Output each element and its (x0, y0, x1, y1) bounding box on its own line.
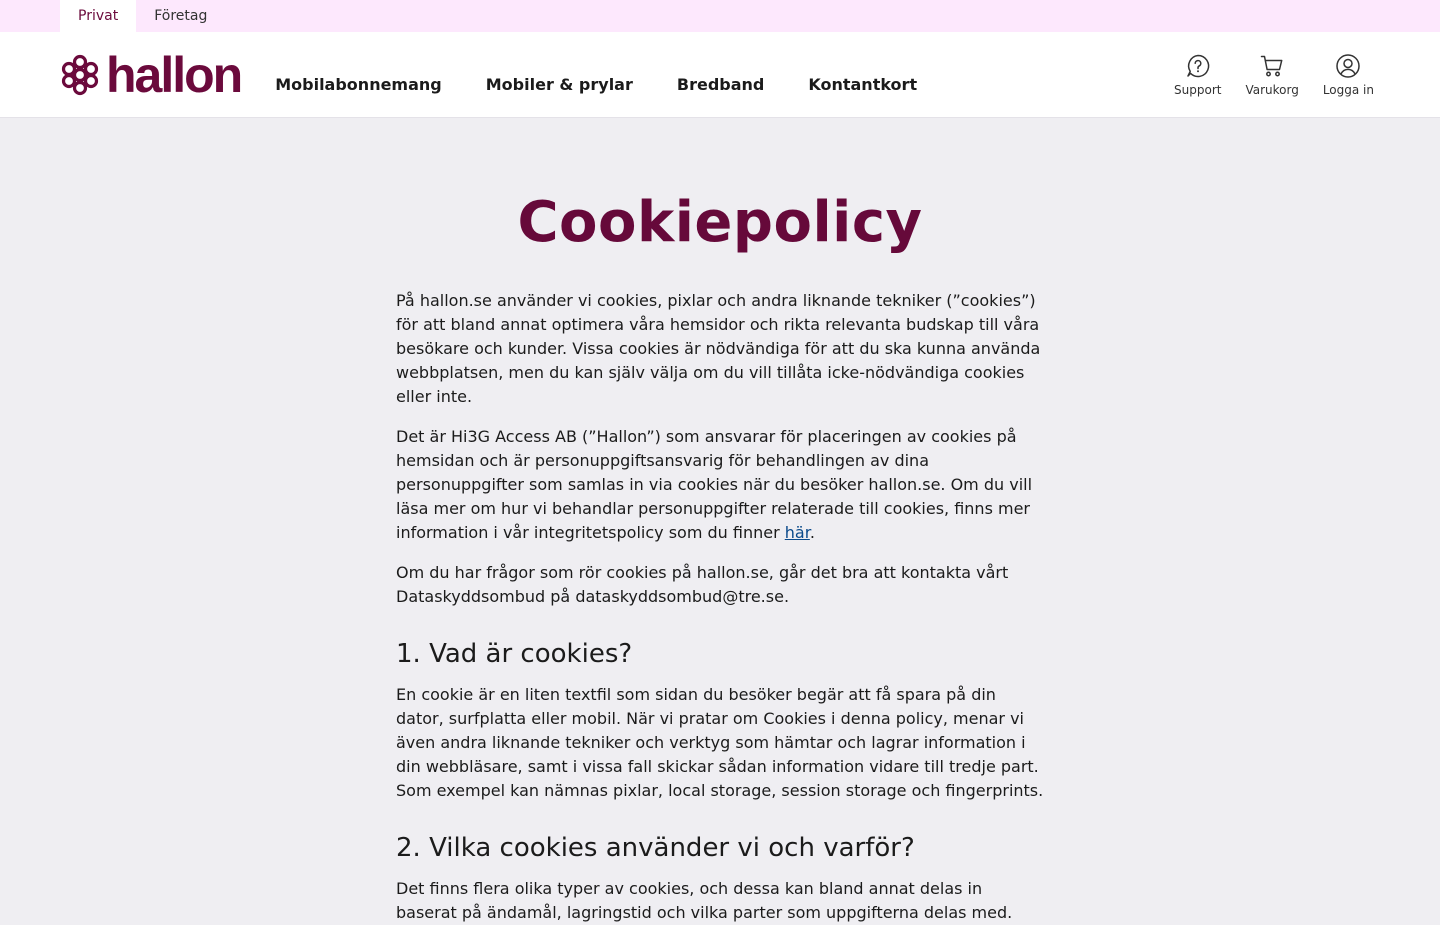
support-label: Support (1174, 83, 1222, 97)
tab-privat[interactable]: Privat (60, 0, 136, 32)
section-heading-which-cookies: 2. Vilka cookies använder vi och varför? (396, 833, 915, 863)
main-nav (275, 42, 961, 128)
tab-foretag[interactable]: Företag (154, 8, 208, 24)
intro-paragraph: På hallon.se använder vi cookies, pixlar och andra liknande tekniker (”cookies”) för att bland annat optimera våra hemsidor och rikta relevanta budskap till våra besökare och kunder. Vissa cookies är nödvändiga för att du ska kunna använda webbplatsen, men du kan själv välja om du vill tillåta icke-nödvändiga cookies eller inte. (396, 291, 1041, 406)
section-heading-what-are-cookies: 1. Vad är cookies? (396, 639, 633, 669)
responsibility-text: Det är Hi3G Access AB (”Hallon”) som ansvarar för placeringen av cookies på hemsidan och är personuppgiftsansvarig för behandlingen av dina personuppgifter som samlas in via cookies när du besöker hallon.se. Om du vill läsa mer om hur vi behandlar personuppgifter relaterade till cookies, finns mer information i vår integritetspolicy som du finner (396, 427, 1033, 542)
cart-button[interactable] (1245, 53, 1298, 97)
which-cookies-paragraph: Det finns flera olika typer av cookies, och dessa kan bland annat delas in baserat på ändamål, lagringstid och vilka parter som uppgifterna delas med. (396, 879, 1013, 922)
audience-switcher (0, 0, 1440, 32)
raspberry-icon (60, 55, 100, 95)
nav-bredband[interactable]: Bredband (676, 75, 765, 94)
nav-kontantkort[interactable]: Kontantkort (808, 75, 918, 94)
page-title: Cookiepolicy (517, 190, 923, 255)
nav-mobiler-prylar[interactable]: Mobiler & prylar (485, 75, 633, 94)
cart-icon (1259, 53, 1285, 79)
integrity-policy-link[interactable]: här (784, 523, 810, 542)
what-are-cookies-paragraph: En cookie är en liten textfil som sidan du besöker begär att få spara på din dator, surfplatta eller mobil. När vi pratar om Cookies i denna policy, menar vi även andra liknande tekniker och verktyg som hämtar och lagrar information i din webbläsare, samt i vissa fall skickar sådan information vidare till tredje part. Som exempel kan nämnas pixlar, local storage, session storage och fingerprints. (396, 685, 1044, 800)
logo-wordmark: hallon (106, 46, 242, 103)
site-header (0, 32, 1440, 118)
support-button[interactable] (1174, 53, 1221, 97)
contact-paragraph: Om du har frågor som rör cookies på hallon.se, går det bra att kontakta vårt Dataskyddsombud på dataskyddsombud@tre.se. (396, 563, 1009, 606)
responsibility-paragraph (396, 425, 1044, 545)
responsibility-text-end: . (809, 523, 815, 542)
user-icon (1335, 53, 1361, 79)
question-icon (1185, 53, 1211, 79)
cookie-policy-content (396, 118, 1044, 925)
login-button[interactable] (1323, 53, 1374, 97)
hallon-logo[interactable] (60, 32, 241, 118)
cart-label: Varukorg (1245, 83, 1299, 97)
login-label: Logga in (1322, 83, 1374, 97)
nav-mobilabonnemang[interactable]: Mobilabonnemang (275, 75, 442, 94)
utility-nav (1150, 32, 1374, 118)
